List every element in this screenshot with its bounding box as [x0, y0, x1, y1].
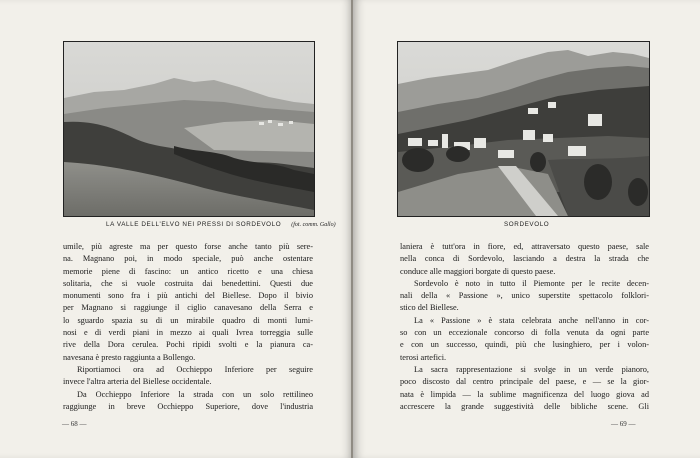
photo-elvo-valley [63, 41, 315, 217]
text-line: so con un eccezionale concorso di folla venuta da ogni parte [400, 328, 649, 338]
right-body-text [400, 241, 649, 413]
text-line: monumenti sono fra i più antichi del Biellese. Dopo il bivio [63, 291, 313, 301]
text-line: raggiunge in breve Occhieppo Superiore, dove l'industria [63, 401, 313, 411]
text-line: stico del Biellese. [400, 303, 459, 313]
text-line: Da Occhieppo Inferiore la strada con un solo rettilineo [77, 389, 313, 399]
left-photo-caption [106, 221, 336, 228]
text-line: Sordevolo è noto in tutto il Piemonte per le recite decen- [414, 278, 649, 288]
page-number-right: — 69 — [611, 420, 636, 428]
text-line: Riportiamoci ora ad Occhieppo Inferiore per seguire [77, 364, 313, 374]
text-line: poco discosto dal centro principale del paese, e — se la gior- [400, 377, 649, 387]
photo-sordevolo [397, 41, 650, 217]
page-number-left: — 68 — [62, 420, 87, 428]
text-line: nata è limpida — la sublime magnificenza del luogo giova ad [400, 389, 649, 399]
text-line: terosi artefici. [400, 352, 447, 362]
text-line: nali della « Passione », unico superstite spettacolo folklori- [400, 291, 649, 301]
text-line: La sacra rappresentazione si svolge in un verde pianoro, [414, 364, 649, 374]
photo-sordevolo-image [398, 42, 649, 216]
text-line: na. Magnano poi, in modo speciale, può anche ostentare [63, 254, 313, 264]
right-page [353, 0, 700, 458]
caption-text: LA VALLE DELL'ELVO NEI PRESSI DI SORDEVOLO [106, 221, 282, 228]
text-line: accrescere la grande suggestività delle bibliche scene. Gli [400, 401, 649, 411]
right-photo-caption: SORDEVOLO [504, 221, 550, 228]
left-body-text [63, 241, 313, 413]
text-line: La « Passione » è stata celebrata anche nell'anno in cor- [414, 315, 649, 325]
photo-elvo-valley-image [64, 42, 314, 216]
text-line: solitaria, che si vuole costruita dai benedettini. Questi due [63, 278, 313, 288]
text-line: nella conca di Sordevolo, lasciando a destra la strada che [400, 254, 649, 264]
text-line: navesana è presto raggiunta a Bollengo. [63, 352, 196, 362]
text-line: memorie piene di fascino: un antico ricetto e una chiesa [63, 266, 313, 276]
text-line: invece l'altra arteria del Biellese occidentale. [63, 377, 212, 387]
text-line: umile, più agreste ma per questo forse anche tanto più sere- [63, 242, 313, 251]
text-line: nosi e di verdi piani in mezzo ai quali Ivrea torreggia sulle [63, 328, 313, 338]
text-line: rive della Dora cerulea. Pochi ripidi svolti e la pianura ca- [63, 340, 313, 350]
text-line: conduce alle maggiori borgate di questo paese. [400, 266, 556, 276]
text-line: per Magnano si raggiunge il ciglio canavesano della Serra e [63, 303, 313, 313]
text-line: laniera è tutt'ora in fiore, ed, attraversato questo paese, sale [400, 242, 649, 251]
text-line: lo sguardo spazia su di un mirabile quadro di monti lumi- [63, 315, 313, 325]
text-line: e con un successo, quindi, più che lusinghiero, per i volon- [400, 340, 649, 350]
photo-credit: (fot. comm. Gallo) [291, 222, 336, 228]
